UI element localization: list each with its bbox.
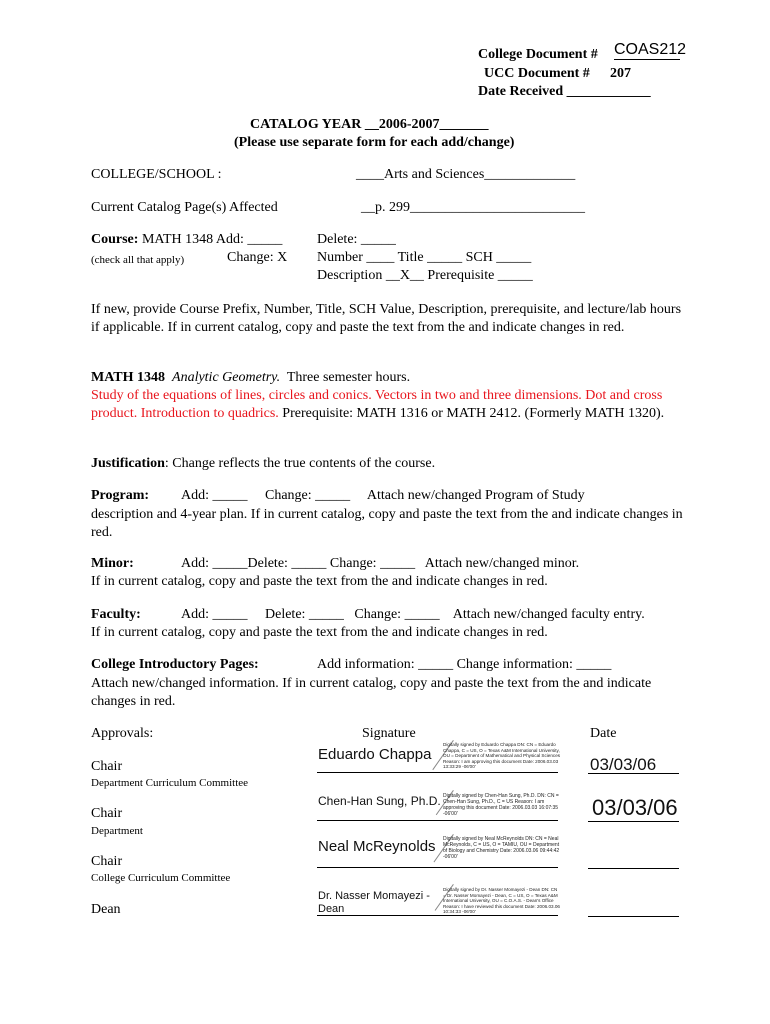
instructions-new: If new, provide Course Prefix, Number, Title, SCH Value, Description, prerequisite, and lecture/lab hours if applicable. If in current catalog, copy and paste the text from the and indicate changes in red. bbox=[91, 302, 682, 335]
signature-line-1 bbox=[317, 772, 558, 773]
date-1: 03/03/06 bbox=[590, 755, 657, 774]
signature-line-2 bbox=[317, 820, 558, 821]
justification-text: : Change reflects the true contents of the course. bbox=[164, 456, 436, 471]
college-school-label: COLLEGE/SCHOOL : bbox=[91, 167, 222, 182]
course-label: Course: bbox=[91, 232, 139, 247]
intro-pages-line2: Attach new/changed information. If in current catalog, copy and paste the text from the and indicate changes in red. bbox=[91, 676, 652, 709]
catalog-pages-label: Current Catalog Page(s) Affected bbox=[91, 200, 278, 215]
date-line-3 bbox=[588, 868, 679, 869]
college-school-value: ____Arts and Sciences_____________ bbox=[356, 167, 576, 182]
program-line2: description and 4-year plan. If in current catalog, copy and paste the text from the and indicate changes in red. bbox=[91, 507, 683, 540]
approval-unit-2: Department bbox=[91, 825, 143, 837]
minor-line1: Add: _____Delete: _____ Change: _____ Attach new/changed minor. bbox=[181, 556, 580, 571]
ucc-doc-label: UCC Document # bbox=[484, 66, 590, 81]
digital-sig-4: Digitally signed by Dr. Nasser Momayezi - Dean DN: CN = Dr. Nasser Momayezi - Dean, C = US, O = Texas A&M International University, OU = C.O.A.S. - Dean's Office Reason: I have reviewed this document Date: 2006.03.06 10:34:33 -06'00' bbox=[443, 887, 560, 915]
course-title: Analytic Geometry. bbox=[172, 370, 281, 385]
digital-sig-3: Digitally signed by Neal McReynolds DN: CN = Neal McReynolds, C = US, O = TAMIU, OU = Department of Biology and Chemistry Date: 2006.03.06 09:44:42 -06'00' bbox=[443, 836, 560, 860]
program-label: Program: bbox=[91, 488, 150, 503]
approvals-label: Approvals: bbox=[91, 726, 154, 741]
course-prereq: Prerequisite: MATH 1316 or MATH 2412. (Formerly MATH 1320). bbox=[278, 406, 665, 421]
signature-4: Dr. Nasser Momayezi - Dean bbox=[318, 890, 430, 915]
justification-label: Justification bbox=[91, 456, 165, 471]
date-2: 03/03/06 bbox=[592, 795, 678, 820]
catalog-instruction: (Please use separate form for each add/change) bbox=[234, 135, 515, 150]
catalog-year: CATALOG YEAR __2006-2007_______ bbox=[250, 117, 489, 132]
date-received: Date Received ____________ bbox=[478, 84, 651, 99]
signature-1: Eduardo Chappa bbox=[318, 746, 432, 763]
course-description-red: Study of the equations of lines, circles and conics. Vectors in two and three dimensions. Dot and cross product. Introduction to quadrics. bbox=[91, 388, 663, 421]
college-doc-value: COAS212 bbox=[614, 41, 687, 58]
approval-unit-1: Department Curriculum Committee bbox=[91, 777, 249, 789]
program-line1: Add: _____ Change: _____ Attach new/changed Program of Study bbox=[181, 488, 585, 503]
delete-line: Delete: _____ bbox=[317, 232, 396, 247]
digital-sig-2: Digitally signed by Chen-Han Sung, Ph.D. DN: CN = Chen-Han Sung, Ph.D., C = US Reason: I am approving this document Date: 2006.03.03 16:07:35 -06'00' bbox=[443, 793, 559, 817]
intro-pages-label: College Introductory Pages: bbox=[91, 657, 259, 672]
college-doc-label: College Document # bbox=[478, 47, 598, 62]
minor-line2: If in current catalog, copy and paste the text from the and indicate changes in red. bbox=[91, 574, 548, 589]
date-line-1 bbox=[588, 773, 679, 774]
date-line-2 bbox=[588, 821, 679, 822]
date-line-4 bbox=[588, 916, 679, 917]
approval-unit-3: College Curriculum Committee bbox=[91, 872, 231, 884]
description-line: Description __X__ Prerequisite _____ bbox=[317, 268, 533, 283]
minor-label: Minor: bbox=[91, 556, 134, 571]
ucc-doc-value: 207 bbox=[610, 66, 631, 81]
change-x: Change: X bbox=[227, 250, 288, 265]
signature-header: Signature bbox=[362, 726, 416, 741]
course-code: MATH 1348 bbox=[91, 370, 166, 385]
faculty-line1: Add: _____ Delete: _____ Change: _____ Attach new/changed faculty entry. bbox=[181, 607, 645, 622]
approval-role-4: Dean bbox=[91, 902, 121, 917]
course-text: MATH 1348 Add: _____ bbox=[138, 232, 283, 247]
justification bbox=[91, 455, 691, 473]
signature-2: Chen-Han Sung, Ph.D. bbox=[318, 794, 441, 808]
number-line: Number ____ Title _____ SCH _____ bbox=[317, 250, 532, 265]
digital-sig-1: Digitally signed by Eduardo Chappa DN: CN = Eduardo Chappa, C = US, O = Texas A&M International University, OU = Department of Mathematical and Physical Sciences Reason: I am approving this document Date: 2006.03.03 13:33:29 -06'00' bbox=[443, 742, 561, 770]
course-entry bbox=[91, 369, 691, 423]
approval-role-1: Chair bbox=[91, 759, 123, 774]
signature-line-4 bbox=[317, 915, 558, 916]
intro-pages-line1: Add information: _____ Change information: _____ bbox=[317, 657, 612, 672]
signature-line-3 bbox=[317, 867, 558, 868]
faculty-line2: If in current catalog, copy and paste the text from the and indicate changes in red. bbox=[91, 625, 548, 640]
approval-role-3: Chair bbox=[91, 854, 123, 869]
check-note: (check all that apply) bbox=[91, 254, 185, 266]
catalog-pages-value: __p. 299_________________________ bbox=[361, 200, 585, 215]
course-hours: Three semester hours. bbox=[286, 370, 411, 385]
approval-role-2: Chair bbox=[91, 806, 123, 821]
date-header: Date bbox=[590, 726, 617, 741]
course-line bbox=[91, 232, 282, 248]
faculty-label: Faculty: bbox=[91, 607, 141, 622]
signature-3: Neal McReynolds bbox=[318, 838, 436, 855]
